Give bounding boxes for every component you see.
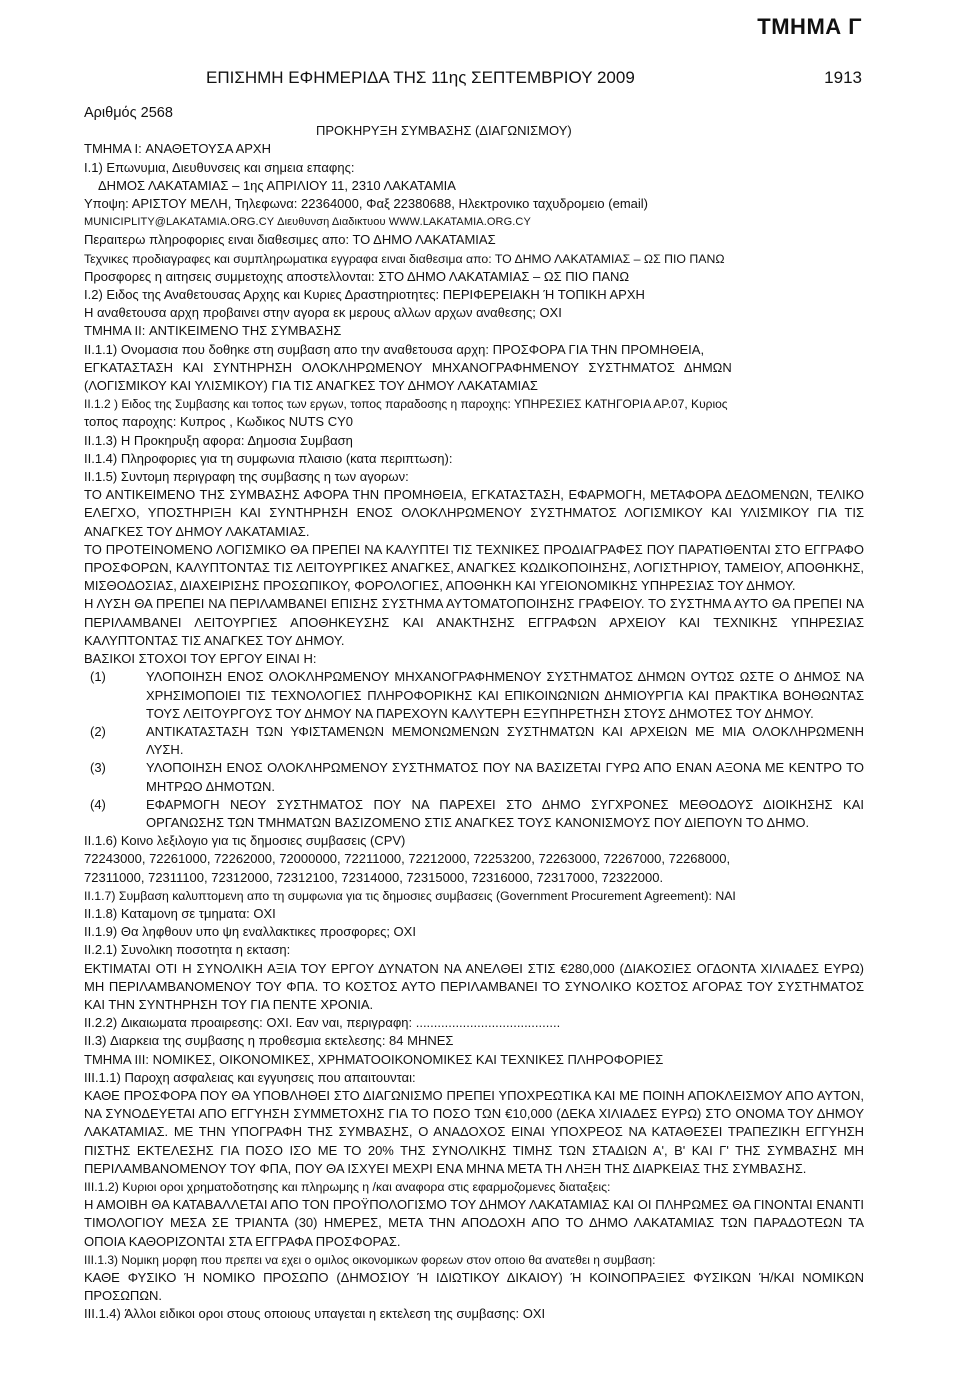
section-label: ΤΜΗΜΑ Γ [757, 14, 862, 39]
section-1-heading: ΤΜΗΜΑ I: ΑΝΑΘΕΤΟΥΣΑ ΑΡΧΗ [84, 141, 271, 157]
ii3-duration: II.3) Διαρκεια της συμβασης η προθεσμια εκτελεσης: 84 ΜΗΝΕΣ [84, 1033, 454, 1049]
guarantee-paragraph: ΚΑΘΕ ΠΡΟΣΦΟΡΑ ΠΟΥ ΘΑ ΥΠΟΒΛΗΘΕΙ ΣΤΟ ΔΙΑΓΩΝΙΣΜΟ ΠΡΕΠΕΙ ΥΠΟΧΡΕΩΤΙΚΑ ΚΑΙ ΜΕ ΠΟΙΝΗ ΑΠΟΚΛΕΙΣΜΟΥ ΑΠΟ ΑΥΤΟΝ, ΝΑ ΣΥΝΟΔΕΥΕΤΑΙ ΑΠΟ ΕΓΓΥΗΣΗ ΣΥΜΜΕΤΟΧΗΣ ΓΙΑ ΤΟ ΠΟΣΟ ΤΩΝ €10,000 (ΔΕΚΑ ΧΙΛΙΑΔΕΣ ΕΥΡΩ) ΣΤΟ ΟΝΟΜΑ ΤΟΥ ΔΗΜΟΥ ΛΑΚΑΤΑΜΙΑΣ. ΜΕ ΤΗΝ ΥΠΟΓΡΑΦΗ ΤΗΣ ΣΥΜΒΑΣΗΣ, Ο ΑΝΑΔΟΧΟΣ ΕΙΝΑΙ ΥΠΟΧΡΕΟΣ ΝΑ ΚΑΤΑΘΕΣΕΙ ΤΡΑΠΕΖΙΚΗ ΕΓΓΥΗΣΗ ΠΙΣΤΗΣ ΕΚΤΕΛΕΣΗΣ ΓΙΑ ΠΟΣΟ ΙΣΟ ΜΕ ΤΟ 20% ΤΗΣ ΣΥΝΟΛΙΚΗΣ ΤΙΜΗΣ ΤΩΝ ΣΤΑΔΙΩΝ Α', Β' ΚΑΙ Γ' ΤΗΣ ΣΥΜΒΑΣΗΣ ΜΗ ΠΕΡΙΛΑΜΒΑΝΟΜΕΝΟΥ ΤΟΥ ΦΠΑ, ΠΟΥ ΘΑ ΙΣΧΥΕΙ ΜΕΧΡΙ ΕΝΑ ΜΗΝΑ ΜΕΤΑ ΤΗ ΛΗΞΗ ΤΗΣ ΔΙΑΡΚΕΙΑΣ ΤΗΣ ΣΥΜΒΑΣΗΣ. [84, 1087, 864, 1176]
goal-text: ΑΝΤΙΚΑΤΑΣΤΑΣΗ ΤΩΝ ΥΦΙΣΤΑΜΕΝΩΝ ΜΕΜΟΝΩΜΕΝΩΝ ΣΥΣΤΗΜΑΤΩΝ ΚΑΙ ΑΡΧΕΙΩΝ ΜΕ ΜΙΑ ΟΛΟΚΛΗΡΩΜΕΝΗ ΛΥΣΗ. [146, 723, 864, 758]
i1-label: I.1) Επωνυμια, Διευθυνσεις και σημεια επαφης: [84, 159, 355, 175]
ii118-lots: II.1.8) Καταμονη σε τμηματα: ΟΧΙ [84, 905, 276, 921]
iii113-legal-form: III.1.3) Νομικη μορφη που πρεπει να εχει ο ομιλος οικονομικων φορεων στον οποιο θα ανατεθει η συμβαση: [84, 1252, 656, 1267]
goal-number: (4) [90, 796, 106, 812]
goals-title: ΒΑΣΙΚΟΙ ΣΤΟΧΟΙ ΤΟΥ ΕΡΓΟΥ ΕΙΝΑΙ Η: [84, 651, 317, 667]
ii114: II.1.4) Πληροφοριες για τη συμφωνια πλαισιο (κατα περιπτωση): [84, 450, 453, 466]
ii111-line-3: (ΛΟΓΙΣΜΙΚΟΥ ΚΑΙ ΥΛΙΣΜΙΚΟΥ) ΓΙΑ ΤΙΣ ΑΝΑΓΚΕΣ ΤΟΥ ΔΗΜΟΥ ΛΑΚΑΤΑΜΙΑΣ [84, 378, 538, 394]
i1-offers: Προσφορες η αιτησεις συμμετοχης αποστελλονται: ΣΤΟ ΔΗΜΟ ΛΑΚΑΤΑΜΙΑΣ – ΩΣ ΠΙΟ ΠΑΝΩ [84, 268, 630, 284]
notice-title: ΠΡΟΚΗΡΥΞΗ ΣΥΜΒΑΣΗΣ (ΔΙΑΓΩΝΙΣΜΟΥ) [316, 123, 572, 139]
section-3-heading: ΤΜΗΜΑ III: ΝΟΜΙΚΕΣ, ΟΙΚΟΝΟΜΙΚΕΣ, ΧΡΗΜΑΤΟΟΙΚΟΝΟΜΙΚΕΣ ΚΑΙ ΤΕΧΝΙΚΕΣ ΠΛΗΡΟΦΟΡΙΕΣ [84, 1051, 664, 1067]
goal-item [84, 759, 864, 795]
goal-item [84, 668, 864, 723]
ii119-variants: II.1.9) Θα ληφθουν υπο ψη εναλλακτικες προσφορες; ΟΧΙ [84, 924, 416, 940]
ii115: II.1.5) Συντομη περιγραφη της συμβασης η των αγορων: [84, 469, 409, 485]
ii116-cpv-heading: II.1.6) Κοινο λεξιλογιο για τις δημοσιες συμβασεις (CPV) [84, 833, 406, 849]
description-paragraph-1: ΤΟ ΑΝΤΙΚΕΙΜΕΝΟ ΤΗΣ ΣΥΜΒΑΣΗΣ ΑΦΟΡΑ ΤΗΝ ΠΡΟΜΗΘΕΙΑ, ΕΓΚΑΤΑΣΤΑΣΗ, ΕΦΑΡΜΟΓΗ, ΜΕΤΑΦΟΡΑ ΔΕΔΟΜΕΝΩΝ, ΤΕΛΙΚΟ ΕΛΕΓΧΟ, ΥΠΟΣΤΗΡΙΞΗ ΚΑΙ ΣΥΝΤΗΡΗΣΗ ΕΝΟΣ ΟΛΟΚΛΗΡΩΜΕΝΟΥ ΣΥΣΤΗΜΑΤΟΣ ΛΟΓΙΣΜΙΚΟΥ ΚΑΙ ΥΛΙΣΜΙΚΟΥ ΓΙΑ ΤΙΣ ΑΝΑΓΚΕΣ ΤΟΥ ΔΗΜΟΥ ΛΑΚΑΤΑΜΙΑΣ. [84, 487, 864, 539]
iii112-payment-terms: III.1.2) Κυριοι οροι χρηματοδοτησης και πληρωμης η /και αναφορα στις εφαρμοζομενες διαταξεις: [84, 1179, 611, 1194]
section-2-heading: ΤΜΗΜΑ II: ΑΝΤΙΚΕΙΜΕΝΟ ΤΗΣ ΣΥΜΒΑΣΗΣ [84, 323, 342, 339]
description-paragraph-3: Η ΛΥΣΗ ΘΑ ΠΡΕΠΕΙ ΝΑ ΠΕΡΙΛΑΜΒΑΝΕΙ ΕΠΙΣΗΣ ΣΥΣΤΗΜΑ ΑΥΤΟΜΑΤΟΠΟΙΗΣΗΣ ΓΡΑΦΕΙΟΥ. ΤΟ ΣΥΣΤΗΜΑ ΑΥΤΟ ΘΑ ΠΡΕΠΕΙ ΝΑ ΠΕΡΙΛΑΜΒΑΝΕΙ ΛΕΙΤΟΥΡΓΙΕΣ ΑΠΟΘΗΚΕΥΣΗΣ ΚΑΙ ΑΝΑΚΤΗΣΗΣ ΕΓΓΡΑΦΩΝ ΑΡΧΕΙΟΥ ΚΑΙ ΤΕΧΝΙΚΗΣ ΥΠΗΡΕΣΙΑΣ ΚΑΛΥΠΤΟΝΤΑΣ ΤΙΣ ΑΝΑΓΚΕΣ ΤΟΥ ΔΗΜΟΥ. [84, 596, 864, 648]
cpv-codes-line-2: 72311000, 72311100, 72312000, 72312100, 72314000, 72315000, 72316000, 72317000, 72322000. [84, 869, 664, 885]
goal-item [84, 796, 864, 832]
ii112-line-2: τοπος παροχης: Κυπρος , Κωδικος NUTS CY0 [84, 414, 354, 430]
ii113: II.1.3) Η Προκηρυξη αφορα: Δημοσια Συμβαση [84, 432, 353, 448]
i1-info: Περαιτερω πληροφοριες ειναι διαθεσιμες απο: ΤΟ ΔΗΜΟ ΛΑΚΑΤΑΜΙΑΣ [84, 232, 496, 248]
goal-text: ΕΦΑΡΜΟΓΗ ΝΕΟΥ ΣΥΣΤΗΜΑΤΟΣ ΠΟΥ ΝΑ ΠΑΡΕΧΕΙ ΣΤΟ ΔΗΜΟ ΣΥΓΧΡΟΝΕΣ ΜΕΘΟΔΟΥΣ ΔΙΟΙΚΗΣΗΣ ΚΑΙ ΟΡΓΑΝΩΣΗΣ ΤΩΝ ΤΜΗΜΑΤΩΝ ΒΑΣΙΖΟΜΕΝΟ ΣΤΙΣ ΑΝΑΓΚΕΣ ΤΟΥΣ ΚΑΝΟΝΙΣΜΟΥΣ ΠΟΥ ΔΙΕΠΟΥΝ ΤΟ ΔΗΜΟ. [146, 796, 864, 830]
payment-paragraph: Η ΑΜΟΙΒΗ ΘΑ ΚΑΤΑΒΑΛΛΕΤΑΙ ΑΠΟ ΤΟΝ ΠΡΟΫΠΟΛΟΓΙΣΜΟ ΤΟΥ ΔΗΜΟΥ ΛΑΚΑΤΑΜΙΑΣ ΚΑΙ ΟΙ ΠΛΗΡΩΜΕΣ ΘΑ ΓΙΝΟΝΤΑΙ ΕΝΑΝΤΙ ΤΙΜΟΛΟΓΙΟΥ ΜΕΣΑ ΣΕ ΤΡΙΑΝΤΑ (30) ΗΜΕΡΕΣ, ΜΕΤΑ ΤΗΝ ΑΠΟΔΟΧΗ ΑΠΟ ΤΟ ΔΗΜΟ ΛΑΚΑΤΑΜΙΑΣ ΤΩΝ ΠΑΡΑΔΟΤΕΩΝ ΤΑ ΟΠΟΙΑ ΚΑΘΟΡΙΖΟΝΤΑΙ ΣΤΑ ΕΓΓΡΑΦΑ ΠΡΟΣΦΟΡΑΣ. [84, 1197, 864, 1249]
iii114-other-conditions: III.1.4) Άλλοι ειδικοι οροι στους οποιους υπαγεται η εκτελεση της συμβασης: ΟΧΙ [84, 1306, 546, 1322]
gazette-title: ΕΠΙΣΗΜΗ ΕΦΗΜΕΡΙΔΑ ΤΗΣ 11ης ΣΕΠΤΕΜΒΡΙΟΥ 2009 [206, 68, 635, 87]
i1-specs: Τεχνικες προδιαγραφες και συμπληρωματικα εγγραφα ειναι διαθεσιμα απο: ΤΟ ΔΗΜΟ ΛΑΚΑΤΑΜΙΑΣ – ΩΣ ΠΙΟ ΠΑΝΩ [84, 251, 725, 266]
i2-authority-type: I.2) Ειδος της Αναθετουσας Αρχης και Κυριες Δραστηριοτητες: ΠΕΡΙΦΕΡΕΙΑΚΗ Ή ΤΟΠΙΚΗ ΑΡΧΗ [84, 287, 645, 303]
i1-email: MUNICIPLITY@LAKATAMIA.ORG.CY Διευθυνση Διαδικτυου WWW.LAKATAMIA.ORG.CY [84, 216, 531, 229]
i2-purchase-on-behalf: Η αναθετουσα αρχη προβαινει στην αγορα εκ μερους αλλων αρχων αναθεσης; ΟΧΙ [84, 305, 562, 321]
ii111-line-1: II.1.1) Ονομασια που δοθηκε στη συμβαση απο την αναθετουσα αρχη: ΠΡΟΣΦΟΡΑ ΓΙΑ ΤΗΝ ΠΡΟΜΗΘΕΙΑ, [84, 341, 705, 357]
page-number: 1913 [824, 68, 862, 87]
goal-item [84, 723, 864, 759]
notice-body [84, 104, 864, 1324]
ii117-gpa: II.1.7) Συμβαση καλυπτομενη απο τη συμφωνια για τις δημοσιες συμβασεις (Government Procurement Agreement): ΝΑΙ [84, 888, 736, 903]
goal-number: (2) [90, 723, 106, 739]
cpv-codes-line-1: 72243000, 72261000, 72262000, 72000000, 72211000, 72212000, 72253200, 72263000, 72267000, 72268000, [84, 851, 731, 867]
i1-contact: Υποψη: ΑΡΙΣΤΟΥ ΜΕΛΗ, Τηλεφωνα: 22364000, Φαξ 22380688, Ηλεκτρονικο ταχυδρομειο (email) [84, 196, 648, 212]
ii22-options: II.2.2) Δικαιωματα προαιρεσης: ΟΧΙ. Εαν ναι, περιγραφη: ........................................ [84, 1015, 561, 1031]
goal-text: ΥΛΟΠΟΙΗΣΗ ΕΝΟΣ ΟΛΟΚΛΗΡΩΜΕΝΟΥ ΜΗΧΑΝΟΓΡΑΦΗΜΕΝΟΥ ΣΥΣΤΗΜΑΤΟΣ ΔΗΜΩΝ ΟΥΤΩΣ ΩΣΤΕ Ο ΔΗΜΟΣ ΝΑ ΧΡΗΣΙΜΟΠΟΙΕΙ ΤΙΣ ΤΕΧΝΟΛΟΓΙΕΣ ΠΛΗΡΟΦΟΡΙΚΗΣ ΚΑΙ ΕΠΙΚΟΙΝΩΝΙΩΝ ΔΗΜΙΟΥΡΓΙΑ ΚΑΙ ΠΡΑΚΤΙΚΑ ΒΟΗΘΩΝΤΑΣ ΤΟΥΣ ΛΕΙΤΟΥΡΓΟΥΣ ΤΟΥ ΔΗΜΟΥ ΝΑ ΠΑΡΕΧΟΥΝ ΚΑΛΥΤΕΡΗ ΕΞΥΠΗΡΕΤΗΣΗ ΣΤΟΥΣ ΔΗΜΟΤΕΣ ΤΟΥ ΔΗΜΟΥ. [146, 669, 864, 721]
goal-number: (1) [90, 669, 106, 685]
ii21-quantity: II.2.1) Συνολικη ποσοτητα η εκταση: [84, 942, 291, 958]
legal-form-paragraph: ΚΑΘΕ ΦΥΣΙΚΟ Ή ΝΟΜΙΚΟ ΠΡΟΣΩΠΟ (ΔΗΜΟΣΙΟΥ Ή ΙΔΙΩΤΙΚΟΥ ΔΙΚΑΙΟΥ) Ή ΚΟΙΝΟΠΡΑΞΙΕΣ ΦΥΣΙΚΩΝ Ή/ΚΑΙ ΝΟΜΙΚΩΝ ΠΡΟΣΩΠΩΝ. [84, 1270, 864, 1304]
i1-address: ΔΗΜΟΣ ΛΑΚΑΤΑΜΙΑΣ – 1ης ΑΠΡΙΛΙΟΥ 11, 2310 ΛΑΚΑΤΑΜΙΑ [98, 177, 456, 193]
description-paragraph-2: ΤΟ ΠΡΟΤΕΙΝΟΜΕΝΟ ΛΟΓΙΣΜΙΚΟ ΘΑ ΠΡΕΠΕΙ ΝΑ ΚΑΛΥΠΤΕΙ ΤΙΣ ΤΕΧΝΙΚΕΣ ΠΡΟΔΙΑΓΡΑΦΕΣ ΠΟΥ ΠΑΡΑΤΙΘΕΝΤΑΙ ΣΤΟ ΕΓΓΡΑΦΟ ΠΡΟΣΦΟΡΩΝ, ΚΑΛΥΠΤΟΝΤΑΣ ΤΙΣ ΛΕΙΤΟΥΡΓΙΚΕΣ ΑΝΑΓΚΕΣ, ΑΝΑΓΚΕΣ ΚΩΔΙΚΟΠΟΙΗΣΗΣ, ΛΟΓΙΣΤΗΡΙΟΥ, ΤΑΜΕΙΟΥ, ΑΠΟΘΗΚΗΣ, ΜΙΣΘΟΔΟΣΙΑΣ, ΔΙΑΧΕΙΡΙΣΗΣ ΠΡΟΣΩΠΙΚΟΥ, ΦΟΡΟΛΟΓΙΕΣ, ΑΠΟΘΗΚΗ ΚΑΙ ΥΓΕΙΟΝΟΜΙΚΗΣ ΥΠΗΡΕΣΙΑΣ ΤΟΥ ΔΗΜΟΥ. [84, 541, 864, 594]
goal-text: ΥΛΟΠΟΙΗΣΗ ΕΝΟΣ ΟΛΟΚΛΗΡΩΜΕΝΟΥ ΣΥΣΤΗΜΑΤΟΣ ΠΟΥ ΝΑ ΒΑΣΙΖΕΤΑΙ ΓΥΡΩ ΑΠΟ ΕΝΑΝ ΑΞΟΝΑ ΜΕ ΚΕΝΤΡΟ ΤΟ ΜΗΤΡΩΟ ΔΗΜΟΤΩΝ. [146, 760, 864, 794]
estimate-paragraph: ΕΚΤΙΜΑΤΑΙ ΟΤΙ Η ΣΥΝΟΛΙΚΗ ΑΞΙΑ ΤΟΥ ΕΡΓΟΥ ΔΥΝΑΤΟΝ ΝΑ ΑΝΕΛΘΕΙ ΣΤΙΣ €280,000 (ΔΙΑΚΟΣΙΕΣ ΟΓΔΟΝΤΑ ΧΙΛΙΑΔΕΣ ΕΥΡΩ) ΜΗ ΠΕΡΙΛΑΜΒΑΝΟΜΕΝΟΥ ΤΟΥ ΦΠΑ. ΤΟ ΚΟΣΤΟΣ ΑΥΤΟ ΠΕΡΙΛΑΜΒΑΝΕΙ ΤΟ ΣΥΝΟΛΙΚΟ ΚΟΣΤΟΣ ΑΓΟΡΑΣ ΤΟΥ ΣΥΣΤΗΜΑΤΟΣ ΚΑΙ ΤΗΝ ΣΥΝΤΗΡΗΣΗ ΤΟΥ ΓΙΑ ΠΕΝΤΕ ΧΡΟΝΙΑ. [84, 960, 864, 1012]
iii111-guarantees: III.1.1) Παροχη ασφαλειας και εγγυησεις που απαιτουνται: [84, 1069, 416, 1085]
ii111-line-2: ΕΓΚΑΤΑΣΤΑΣΗ ΚΑΙ ΣΥΝΤΗΡΗΣΗ ΟΛΟΚΛΗΡΩΜΕΝΟΥ ΜΗΧΑΝΟΓΡΑΦΗΜΕΝΟΥ ΣΥΣΤΗΜΑΤΟΣ ΔΗΜΩΝ [84, 359, 732, 375]
goal-number: (3) [90, 760, 106, 776]
ii112-line-1: II.1.2 ) Ειδος της Συμβασης και τοπος των εργων, τοπος παραδοσης η παροχης: ΥΠΗΡΕΣΙΕΣ ΚΑΤΗΓΟΡΙΑ ΑΡ.07, Κυριος [84, 397, 728, 412]
notice-number: Αριθμός 2568 [84, 105, 173, 121]
